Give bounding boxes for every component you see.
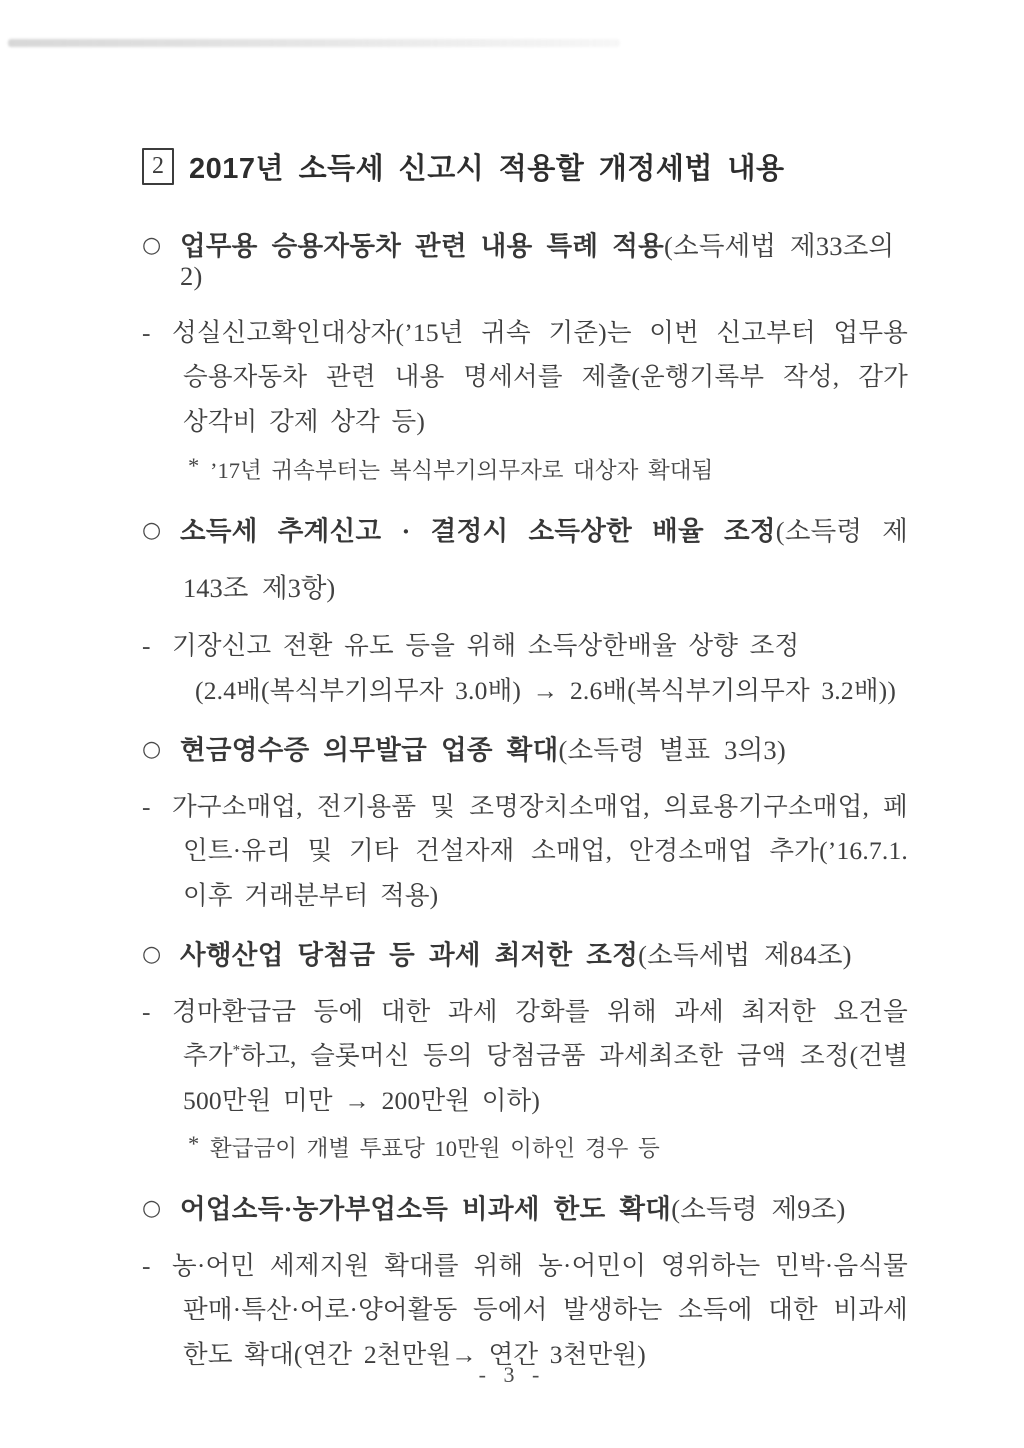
asterisk-marker: *	[188, 1131, 200, 1157]
body-line: - 가구소매업, 전기용품 및 조명장치소매업, 의료용기구소매업, 페	[142, 791, 908, 821]
heading-text: 현금영수증 의무발급 업종 확대	[180, 735, 559, 766]
body-line: 판매·특산·어로·양어활동 등에서 발생하는 소득에 대한 비과세	[183, 1295, 908, 1325]
circle-bullet-icon: ○	[142, 942, 162, 968]
footnote: * ’17년 귀속부터는 복식부기의무자로 대상자 확대됨	[188, 452, 714, 483]
heading-law-reference: (소득령 제9조)	[671, 1194, 846, 1225]
circle-bullet-icon: ○	[142, 1196, 162, 1222]
page-title	[142, 146, 908, 187]
body-line: - 성실신고확인대상자(’15년 귀속 기준)는 이번 신고부터 업무용	[142, 317, 908, 347]
section-fishing-farming-income	[142, 1194, 908, 1368]
heading-text: 업무용 승용자동차 관련 내용 특례 적용	[180, 231, 665, 261]
dash-marker: -	[142, 791, 151, 821]
heading-law-reference: (소득령 별표 3의3)	[558, 735, 786, 766]
circle-bullet-icon: ○	[142, 517, 162, 543]
body-line: - 기장신고 전환 유도 등을 위해 소득상한배율 상향 조정	[142, 631, 800, 660]
asterisk-marker: *	[188, 452, 200, 478]
heading-law-reference-wrap: 143조 제3항)	[183, 573, 336, 603]
heading-law-reference: (소득세법 제84조)	[638, 940, 852, 971]
body-line: 추가*하고, 슬롯머신 등의 당첨금품 과세최조한 금액 조정(건별	[183, 1041, 908, 1071]
body-line: - 경마환급금 등에 대한 과세 강화를 위해 과세 최저한 요건을	[142, 996, 908, 1026]
page-title-text: 2017년 소득세 신고시 적용할 개정세법 내용	[189, 153, 785, 185]
section-heading	[142, 516, 908, 546]
heading-text: 소득세 추계신고 · 결정시 소득상한 배율 조정	[180, 515, 776, 546]
section-cash-receipt	[142, 735, 908, 909]
section-heading	[142, 231, 908, 292]
dash-marker: -	[142, 996, 151, 1026]
circle-bullet-icon: ○	[142, 233, 162, 258]
section-gambling-winnings	[142, 940, 908, 1163]
footnote: * 환급금이 개별 투표당 10만원 이하인 경우 등	[188, 1131, 660, 1162]
document-content	[142, 146, 908, 1399]
dash-marker: -	[142, 317, 151, 347]
section-income-cap-ratio	[142, 516, 908, 705]
page-number: - 3 -	[478, 1362, 546, 1387]
heading-law-reference: (소득령 제	[775, 515, 908, 546]
heading-text: 어업소득·농가부업소득 비과세 한도 확대	[180, 1194, 672, 1225]
body-line: 한도 확대(연간 2천만원→ 연간 3천만원)	[183, 1339, 646, 1369]
body-line: 승용자동차 관련 내용 명세서를 제출(운행기록부 작성, 감가	[183, 362, 908, 392]
section-heading	[142, 735, 908, 765]
circle-bullet-icon: ○	[142, 737, 162, 763]
body-line: 이후 거래분부터 적용)	[183, 880, 439, 910]
section-heading	[142, 1194, 908, 1224]
boxed-number-icon: 2	[142, 148, 174, 185]
body-line: 상각비 강제 상각 등)	[183, 407, 426, 436]
heading-law-reference: (소득세법 제33조의2)	[180, 231, 895, 292]
body-line: 인트·유리 및 기타 건설자재 소매업, 안경소매업 추가(’16.7.1.	[183, 836, 908, 866]
body-line-formula: (2.4배(복식부기의무자 3.0배) → 2.6배(복식부기의무자 3.2배))	[195, 675, 897, 705]
dash-marker: -	[142, 631, 151, 660]
scan-noise-artifact	[8, 39, 620, 47]
section-business-vehicle	[142, 231, 908, 485]
section-heading	[142, 940, 908, 970]
asterisk-superscript: *	[232, 1042, 241, 1059]
body-line: 500만원 미만 → 200만원 이하)	[183, 1085, 541, 1115]
dash-marker: -	[142, 1250, 151, 1280]
body-line: - 농·어민 세제지원 확대를 위해 농·어민이 영위하는 민박·음식물	[142, 1250, 908, 1280]
heading-text: 사행산업 당첨금 등 과세 최저한 조정	[180, 940, 639, 971]
